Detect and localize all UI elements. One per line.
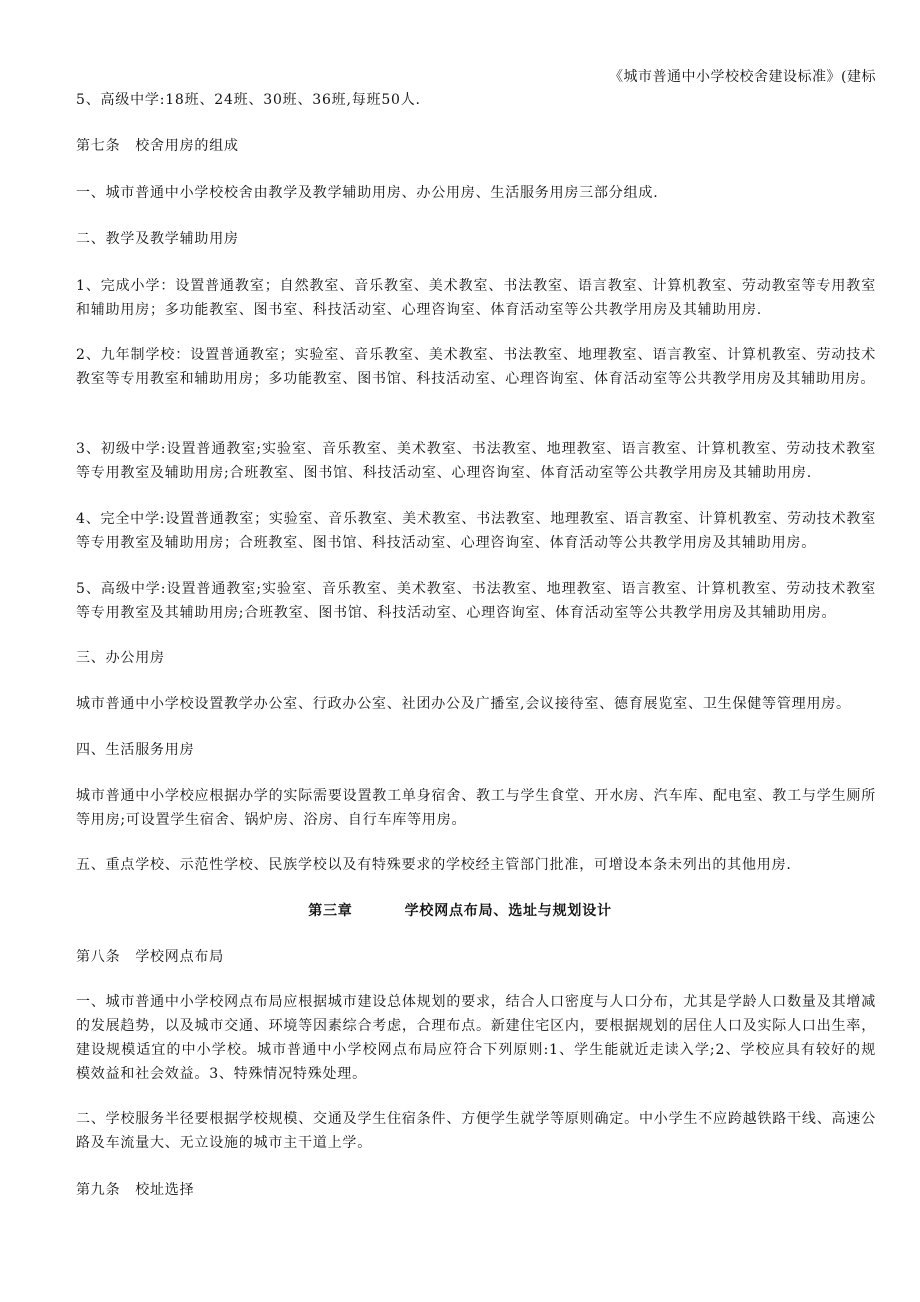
section-teaching-rooms-heading: 二、教学及教学辅助用房 [76,231,239,247]
section-living-service-heading: 四、生活服务用房 [76,742,195,758]
chapter-title: 学校网点布局、选址与规划设计 [404,903,612,919]
section-office-rooms-heading: 三、办公用房 [76,650,165,666]
paragraph-office-rooms: 城市普通中小学校设置教学办公室、行政办公室、社团办公及广播室,会议接待室、德育展览室、卫生保健等管理用房。 [76,696,851,712]
paragraph-special-schools: 五、重点学校、示范性学校、民族学校以及有特殊要求的学校经主管部门批准，可增设本条未列出的其他用房. [76,857,792,873]
paragraph-service-radius: 二、学校服务半径要根据学校规模、交通及学生住宿条件、方便学生就学等原则确定。中小学生不应跨越铁路干线、高速公路及车流量大、无立设施的城市主干道上学。 [76,1111,876,1151]
paragraph-primary-school: 1、完成小学：设置普通教室；自然教室、音乐教室、美术教室、书法教室、语言教室、计算机教室、劳动教室等专用教室和辅助用房；多功能教室、图书室、科技活动室、心理咨询室、体育活动室等公共教学用房及其辅助用房. [76,278,876,318]
paragraph-nine-year-school: 2、九年制学校：设置普通教室；实验室、音乐教室、美术教室、书法教室、地理教室、语言教室、计算机教室、劳动技术教室等专用教室和辅助用房；多功能教室、图书馆、科技活动室、心理咨询室、体育活动室等公共教学用房及其辅助用房。 [76,347,876,387]
paragraph-network-layout: 一、城市普通中小学校网点布局应根据城市建设总体规划的要求，结合人口密度与人口分布，尤其是学龄人口数量及其增减的发展趋势，以及城市交通、环境等因素综合考虑，合理布点。新建住宅区内，要根据规划的居住人口及实际人口出生率，建设规模适宜的中小学校。城市普通中小学校网点布局应符合下列原则:1、学生能就近走读入学;2、学校应具有较好的规模效益和社会效益。3、特殊情况特殊处理。 [76,994,876,1082]
paragraph-complete-middle-school: 4、完全中学:设置普通教室；实验室、音乐教室、美术教室、书法教室、地理教室、语言教室、计算机教室、劳动技术教室等专用教室及辅助用房；合班教室、图书馆、科技活动室、心理咨询室、体育活动等公共教学用房及其辅助用房。 [76,511,876,551]
paragraph-composition: 一、城市普通中小学校校舍由教学及教学辅助用房、办公用房、生活服务用房三部分组成. [76,185,659,201]
chapter-heading [0,900,920,920]
chapter-number: 第三章 [308,903,353,919]
paragraph-living-service: 城市普通中小学校应根据办学的实际需要设置教工单身宿舍、教工与学生食堂、开水房、汽车库、配电室、教工与学生厕所等用房;可设置学生宿舍、锅炉房、浴房、自行车库等用房。 [76,788,876,828]
article-eight-heading: 第八条 学校网点布局 [76,949,224,965]
running-header: 《城市普通中小学校校舍建设标准》(建标 [609,69,876,85]
article-seven-heading: 第七条 校舍用房的组成 [76,138,239,154]
paragraph-high-school-classes: 5、高级中学:18班、24班、30班、36班,每班50人. [76,92,421,108]
paragraph-senior-high-school: 5、高级中学:设置普通教室;实验室、音乐教室、美术教室、书法教室、地理教室、语言教室、计算机教室、劳动技术教室等专用教室及其辅助用房;合班教室、图书馆、科技活动室、心理咨询室、体育活动室等公共教学用房及其辅助用房。 [76,581,876,621]
paragraph-junior-middle-school: 3、初级中学:设置普通教室;实验室、音乐教室、美术教室、书法教室、地理教室、语言教室、计算机教室、劳动技术教室等专用教室及辅助用房;合班教室、图书馆、科技活动室、心理咨询室、体育活动室等公共教学用房及其辅助用房. [76,441,876,481]
article-nine-heading: 第九条 校址选择 [76,1182,195,1198]
